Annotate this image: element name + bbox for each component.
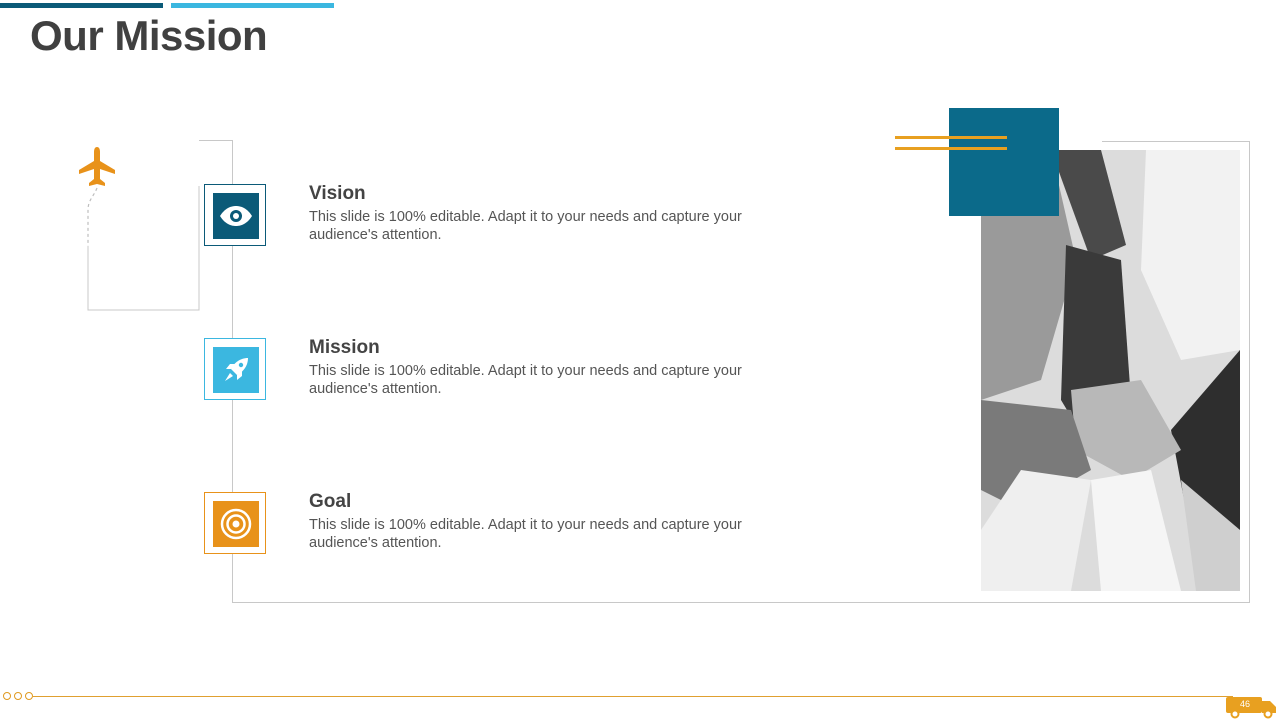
footer-dot	[25, 692, 33, 700]
goal-title: Goal	[309, 491, 352, 512]
title-accent-bar-dark	[0, 3, 163, 8]
vision-title: Vision	[309, 183, 366, 204]
mission-description: This slide is 100% editable. Adapt it to your needs and capture your audience's attention.	[309, 363, 742, 397]
flight-path	[80, 186, 205, 316]
page-title: Our Mission	[30, 12, 268, 59]
footer-line	[33, 696, 1233, 697]
page-number: 46	[1239, 699, 1250, 709]
frame-right-line	[1249, 141, 1250, 603]
mission-block	[309, 337, 769, 398]
vision-block	[309, 183, 769, 244]
frame-top-right-line	[1102, 141, 1250, 142]
vision-description: This slide is 100% editable. Adapt it to your needs and capture your audience's attention.	[309, 209, 742, 243]
accent-line-top	[895, 136, 1007, 139]
frame-top-segment	[199, 140, 233, 141]
accent-line-bottom	[895, 147, 1007, 150]
goal-block	[309, 491, 769, 552]
title-accent-bar-light	[171, 3, 334, 8]
team-hands-photo	[981, 150, 1240, 591]
mission-icon-frame	[204, 338, 266, 400]
mission-title: Mission	[309, 337, 380, 358]
airplane-icon	[78, 146, 116, 188]
vision-icon-frame	[204, 184, 266, 246]
footer-dot	[3, 692, 11, 700]
footer-dot	[14, 692, 22, 700]
accent-square	[949, 108, 1059, 216]
eye-icon	[213, 193, 259, 239]
goal-icon-frame	[204, 492, 266, 554]
goal-description: This slide is 100% editable. Adapt it to your needs and capture your audience's attention.	[309, 517, 742, 551]
target-icon	[213, 501, 259, 547]
rocket-icon	[213, 347, 259, 393]
frame-bottom-line	[232, 602, 1250, 603]
